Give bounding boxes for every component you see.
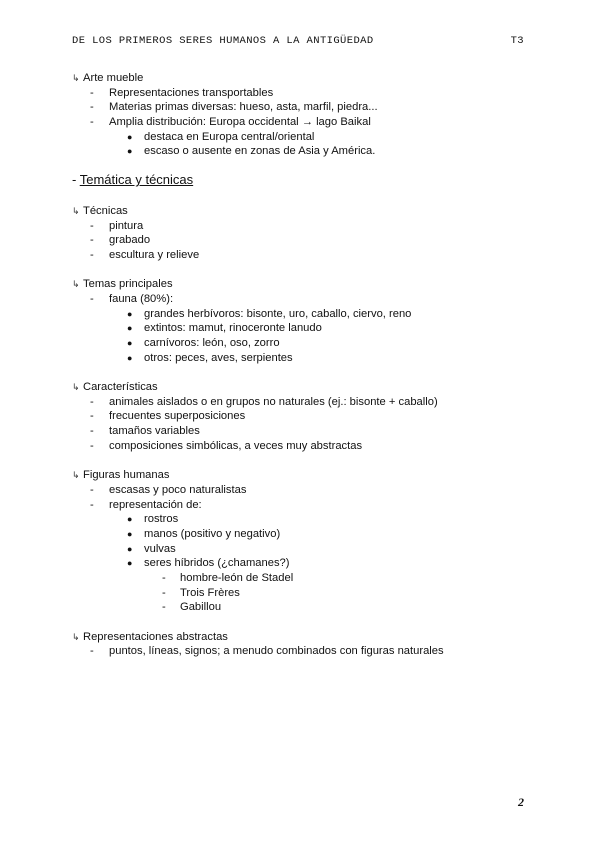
header-title: DE LOS PRIMEROS SERES HUMANOS A LA ANTIGÜEDAD xyxy=(72,35,374,47)
list-item: - frecuentes superposiciones xyxy=(90,410,246,423)
bullet-icon: ● xyxy=(127,323,133,334)
list-item: - puntos, líneas, signos; a menudo combinados con figuras naturales xyxy=(90,645,444,658)
notes-body xyxy=(72,71,542,659)
bullet-icon: ● xyxy=(127,352,133,363)
list-item: - animales aislados o en grupos no naturales (ej.: bisonte + caballo) xyxy=(90,395,438,408)
list-item: - composiciones simbólicas, a veces muy abstractas xyxy=(90,439,363,452)
sub-sub-list-item: - Gabillou xyxy=(162,601,222,614)
bullet-icon: ● xyxy=(127,338,133,348)
list-item: - escasas y poco naturalistas xyxy=(90,483,247,496)
page-number: 2 xyxy=(518,795,524,809)
sub-list-item: ● vulvas xyxy=(127,542,176,555)
list-item: - representación de: xyxy=(90,498,202,511)
sub-list-item: ● grandes herbívoros: bisonte, uro, caballo, ciervo, reno xyxy=(127,307,412,320)
list-item: - Representaciones transportables xyxy=(90,86,274,99)
arrow-icon: ↳ xyxy=(72,205,80,216)
header-tag: T3 xyxy=(510,35,524,47)
bullet-icon: ● xyxy=(127,558,133,569)
section-heading: ↳ Técnicas xyxy=(72,204,128,217)
bullet-icon: ● xyxy=(127,528,133,539)
arrow-icon: ↳ xyxy=(72,73,80,83)
section-heading: ↳ Representaciones abstractas xyxy=(72,630,228,643)
list-item: - Amplia distribución: Europa occidental → lago Baikal xyxy=(90,116,371,129)
list-item: - pintura xyxy=(90,219,144,232)
bullet-icon: ● xyxy=(127,514,133,525)
sub-list-item: ● otros: peces, aves, serpientes xyxy=(127,351,293,364)
sub-list-item: ● carnívoros: león, oso, zorro xyxy=(127,337,280,349)
section-heading: ↳ Características xyxy=(72,381,158,394)
sub-list-item: ● escaso o ausente en zonas de Asia y América. xyxy=(127,145,376,158)
bullet-icon: ● xyxy=(127,146,133,157)
bullet-icon: ● xyxy=(127,543,133,554)
sub-list-item: ● rostros xyxy=(127,513,179,526)
list-item: - fauna (80%): xyxy=(90,292,174,305)
section-heading: ↳ Temas principales xyxy=(72,278,173,291)
list-item: - grabado xyxy=(90,234,151,247)
arrow-icon: ↳ xyxy=(72,631,80,642)
topic-heading: - Temática y técnicas xyxy=(72,172,194,188)
section-heading: ↳ Arte mueble xyxy=(72,72,144,84)
arrow-icon: ↳ xyxy=(72,470,80,481)
arrow-icon: ↳ xyxy=(72,279,80,290)
sub-list-item: ● seres híbridos (¿chamanes?) xyxy=(127,557,290,570)
running-header xyxy=(72,35,524,47)
list-item: - tamaños variables xyxy=(90,425,200,438)
sub-sub-list-item: - Trois Frères xyxy=(162,586,240,599)
list-item: - escultura y relieve xyxy=(90,248,200,261)
sub-list-item: ● destaca en Europa central/oriental xyxy=(127,130,315,143)
list-item: - Materias primas diversas: hueso, asta, marfil, piedra... xyxy=(90,101,378,114)
sub-list-item: ● extintos: mamut, rinoceronte lanudo xyxy=(127,322,322,335)
bullet-icon: ● xyxy=(127,131,133,142)
bullet-icon: ● xyxy=(127,308,133,319)
sub-sub-list-item: - hombre-león de Stadel xyxy=(162,572,294,584)
arrow-icon: ↳ xyxy=(72,382,80,393)
section-heading: ↳ Figuras humanas xyxy=(72,469,170,482)
sub-list-item: ● manos (positivo y negativo) xyxy=(127,527,281,540)
